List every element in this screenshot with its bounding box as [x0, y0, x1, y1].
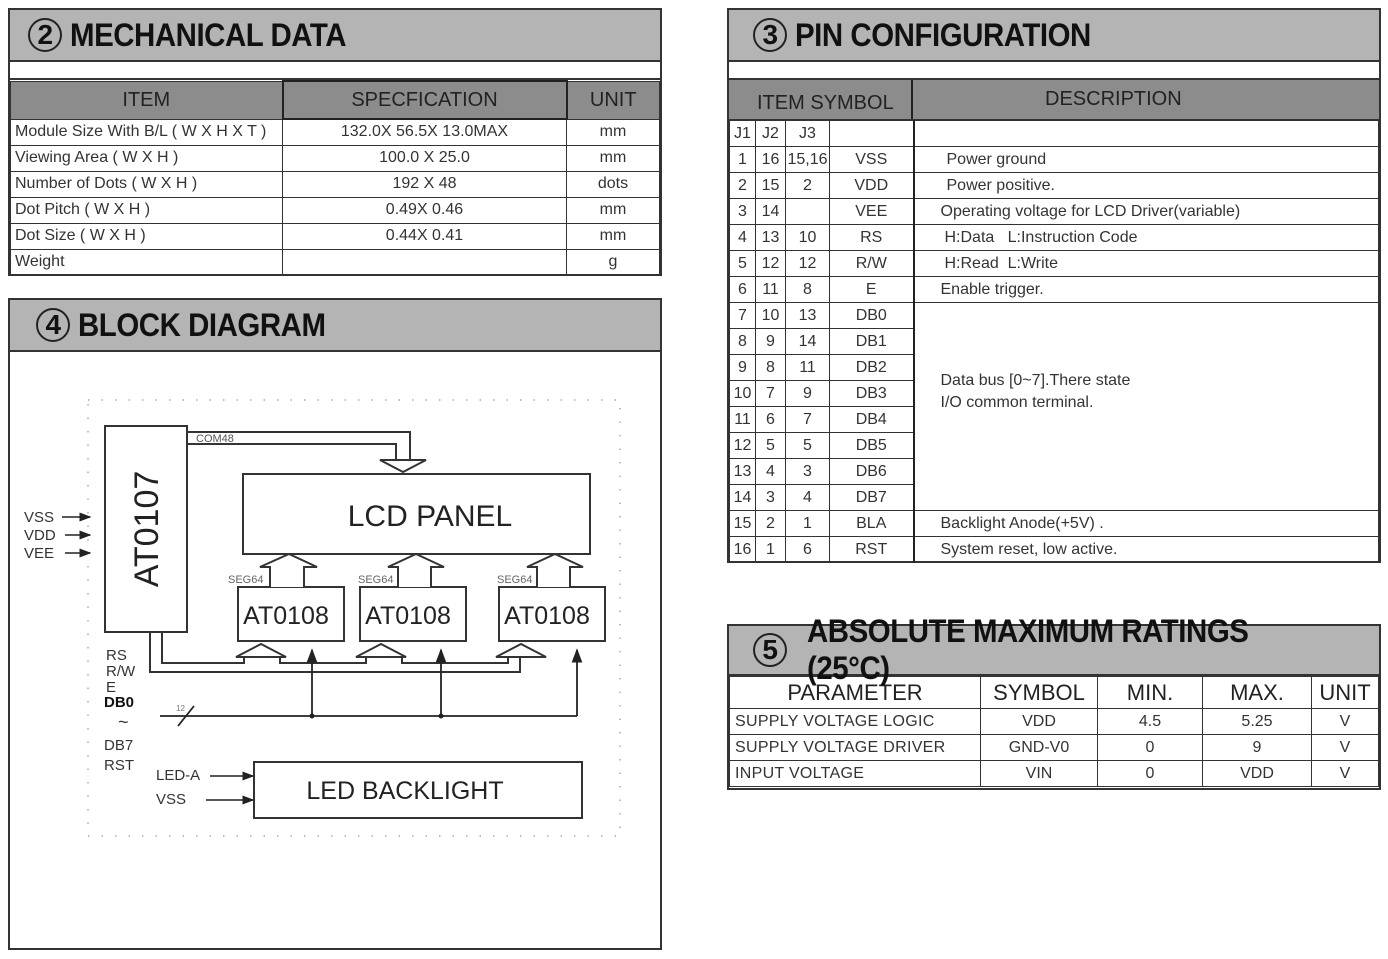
svg-text:VDD: VDD	[24, 527, 56, 544]
section-header	[10, 10, 660, 62]
spec-cell: 0.44X 0.41	[283, 223, 567, 249]
column-header: ITEM	[11, 81, 283, 119]
led-backlight-block	[254, 762, 582, 818]
spec-cell: 192 X 48	[283, 171, 567, 197]
block-diagram-section	[8, 298, 662, 950]
mechanical-data-section	[8, 8, 662, 276]
bus-width-label: 12	[176, 704, 185, 713]
svg-text:SEG64: SEG64	[358, 574, 394, 586]
table-row: 5 12 12 R/W H:Read L:Write	[730, 251, 1379, 277]
control-bus	[150, 632, 546, 672]
driver-blocks	[228, 554, 605, 641]
controller-block	[105, 426, 187, 632]
table-row: 9 8 11 DB2	[730, 355, 1379, 381]
power-inputs	[24, 509, 56, 562]
item-cell: Number of Dots ( W X H )	[11, 171, 283, 197]
unit-cell: mm	[567, 119, 660, 145]
databus-description: Data bus [0~7].There state I/O common terminal.	[914, 303, 1379, 511]
lcd-panel-label: LCD PANEL	[347, 500, 513, 533]
item-cell: Weight	[11, 249, 283, 275]
section-number-badge: 5	[753, 633, 787, 667]
block-diagram	[10, 354, 660, 944]
table-row: 8 9 14 DB1	[730, 329, 1379, 355]
svg-text:AT0108: AT0108	[243, 602, 329, 630]
table-row	[11, 223, 660, 249]
spec-cell: 132.0X 56.5X 13.0MAX	[283, 119, 567, 145]
item-cell: Viewing Area ( W X H )	[11, 145, 283, 171]
spec-cell: 100.0 X 25.0	[283, 145, 567, 171]
table-row	[11, 249, 660, 275]
table-row: 10 7 9 DB3	[730, 381, 1379, 407]
table-row: 13 4 3 DB6	[730, 459, 1379, 485]
unit-cell: mm	[567, 197, 660, 223]
table-header-row	[11, 81, 660, 119]
svg-text:E: E	[106, 679, 117, 696]
svg-text:LED BACKLIGHT: LED BACKLIGHT	[306, 777, 504, 805]
svg-text:R/W: R/W	[106, 663, 136, 680]
spec-cell	[283, 249, 567, 275]
svg-text:~: ~	[118, 712, 129, 732]
svg-text:LED-A: LED-A	[156, 767, 201, 784]
item-cell: Dot Size ( W X H )	[11, 223, 283, 249]
column-header: UNIT	[567, 81, 660, 119]
driver-block-1	[228, 554, 344, 641]
table-row: 15 2 1 BLA Backlight Anode(+5V) .	[730, 511, 1379, 537]
section-title: MECHANICAL DATA	[70, 16, 347, 53]
table-row	[11, 171, 660, 197]
table-row: 6 11 8 E Enable trigger.	[730, 277, 1379, 303]
absolute-maximum-ratings-section	[727, 613, 1381, 790]
table-row: 4 13 10 RS H:Data L:Instruction Code	[730, 225, 1379, 251]
table-row: 14 3 4 DB7	[730, 485, 1379, 511]
lcd-panel-block	[243, 474, 590, 554]
unit-cell: g	[567, 249, 660, 275]
mechanical-table	[10, 80, 660, 276]
signal-labels	[104, 647, 136, 774]
item-cell: Module Size With B/L ( W X H X T )	[11, 119, 283, 145]
svg-text:SEG64: SEG64	[497, 574, 533, 586]
table-row: 12 5 5 DB5	[730, 433, 1379, 459]
table-row: 1 16 15,16 VSS Power ground	[730, 147, 1379, 173]
data-bus	[160, 650, 577, 726]
table-row: 2 15 2 VDD Power positive.	[730, 173, 1379, 199]
table-row: 16 1 6 RST System reset, low active.	[730, 537, 1379, 563]
table-row: INPUT VOLTAGE VIN 0 VDD V	[730, 761, 1379, 787]
section-header	[729, 10, 1379, 62]
controller-label: AT0107	[128, 470, 166, 588]
column-header-description: DESCRIPTION	[1045, 88, 1182, 110]
column-header-item-symbol: ITEM SYMBOL	[729, 80, 913, 119]
table-row	[11, 197, 660, 223]
column-header: MAX.	[1203, 677, 1312, 709]
driver-block-3	[497, 554, 605, 641]
svg-text:DB7: DB7	[104, 737, 134, 754]
section-number-badge: 4	[36, 308, 70, 342]
table-row: 3 14 VEE Operating voltage for LCD Driver(variable)	[730, 199, 1379, 225]
svg-text:RST: RST	[104, 757, 134, 774]
column-header: PARAMETER	[730, 677, 981, 709]
column-header: SPECFICATION	[283, 81, 567, 119]
section-title: PIN CONFIGURATION	[795, 16, 1091, 53]
section-header	[10, 300, 660, 352]
ratings-table	[729, 676, 1379, 787]
table-row: 7 10 13 DB0 Data bus [0~7].There state I/O common terminal.	[730, 303, 1379, 329]
svg-text:VSS: VSS	[24, 509, 55, 526]
column-header: UNIT	[1312, 677, 1379, 709]
section-number-badge: 2	[28, 18, 62, 52]
section-title: BLOCK DIAGRAM	[78, 306, 326, 343]
table-row	[11, 119, 660, 145]
column-header: SYMBOL	[981, 677, 1098, 709]
section-number-badge: 3	[753, 18, 787, 52]
table-row: SUPPLY VOLTAGE LOGIC VDD 4.5 5.25 V	[730, 709, 1379, 735]
item-cell: Dot Pitch ( W X H )	[11, 197, 283, 223]
unit-cell: mm	[567, 223, 660, 249]
svg-text:AT0108: AT0108	[504, 602, 590, 630]
column-header: MIN.	[1098, 677, 1203, 709]
svg-text:SEG64: SEG64	[228, 574, 264, 586]
svg-text:VEE: VEE	[24, 545, 55, 562]
table-row	[11, 145, 660, 171]
section-header	[729, 613, 1379, 686]
svg-text:VSS: VSS	[156, 791, 187, 808]
pin-configuration-section	[727, 8, 1381, 563]
svg-text:DB0: DB0	[104, 694, 135, 711]
pin-table	[729, 120, 1379, 563]
unit-cell: mm	[567, 145, 660, 171]
unit-cell: dots	[567, 171, 660, 197]
spec-cell: 0.49X 0.46	[283, 197, 567, 223]
table-row: SUPPLY VOLTAGE DRIVER GND-V0 0 9 V	[730, 735, 1379, 761]
table-row: 11 6 7 DB4	[730, 407, 1379, 433]
com-label: COM48	[196, 433, 234, 445]
driver-block-2	[358, 554, 466, 641]
svg-text:RS: RS	[106, 647, 127, 664]
sub-header-row: J1 J2 J3	[730, 121, 1379, 147]
svg-text:AT0108: AT0108	[365, 602, 451, 630]
section-title: ABSOLUTE MAXIMUM RATINGS (25°C)	[806, 613, 1249, 686]
table-header-row	[729, 80, 1379, 120]
